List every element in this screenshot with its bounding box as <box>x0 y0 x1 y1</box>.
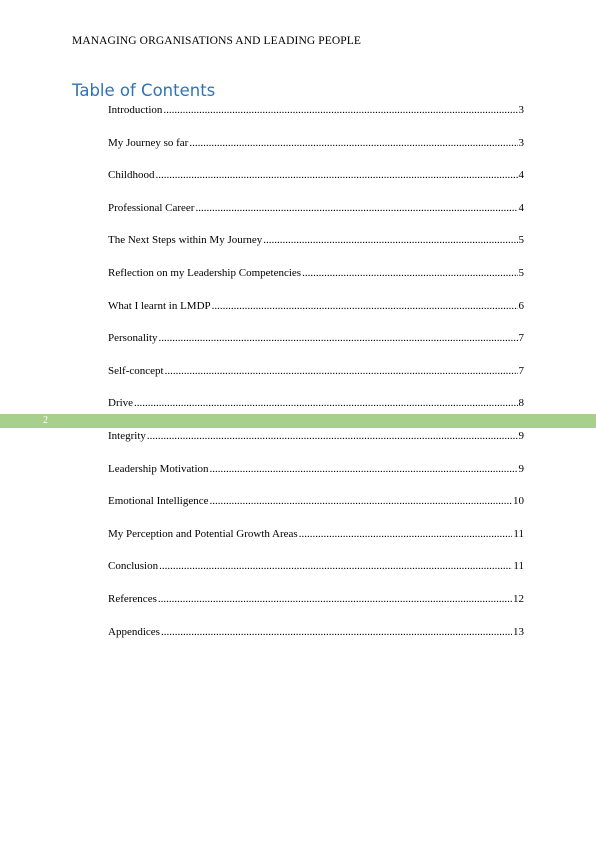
dot-leader <box>189 137 517 149</box>
toc-entry-page: 3 <box>518 104 524 116</box>
toc-entry-page: 8 <box>518 397 524 410</box>
dot-leader <box>161 626 512 638</box>
toc-entry-page: 9 <box>518 462 524 475</box>
toc-entry-professional-career[interactable] <box>108 202 524 235</box>
toc-entry-childhood[interactable] <box>108 169 524 202</box>
toc-entry-next-steps[interactable] <box>108 234 524 267</box>
dot-leader <box>210 463 518 475</box>
toc-entry-page: 12 <box>513 592 524 605</box>
toc-entry-title: References <box>108 592 157 605</box>
toc-entry-emotional-intelligence[interactable] <box>108 495 524 528</box>
dot-leader <box>302 267 517 279</box>
toc-entry-page: 3 <box>518 136 524 149</box>
toc-entry-reflection[interactable] <box>108 267 524 300</box>
toc-entry-title: Introduction <box>108 104 163 116</box>
toc-entry-appendices[interactable] <box>108 626 524 659</box>
dot-leader <box>163 104 517 116</box>
toc-entry-title: Conclusion <box>108 560 159 573</box>
page-number: 2 <box>43 415 48 426</box>
toc-entry-title: Childhood <box>108 169 155 182</box>
toc-entry-title: Professional Career <box>108 201 195 214</box>
toc-entry-what-i-learnt[interactable] <box>108 300 524 333</box>
dot-leader <box>159 332 518 344</box>
dot-leader <box>147 430 518 442</box>
dot-leader <box>158 593 512 605</box>
toc-entry-perception-growth[interactable] <box>108 528 524 561</box>
dot-leader <box>212 300 518 312</box>
toc-entry-page: 5 <box>518 234 524 247</box>
running-header: MANAGING ORGANISATIONS AND LEADING PEOPLE <box>72 35 362 47</box>
dot-leader <box>134 397 517 409</box>
toc-entry-title: Appendices <box>108 625 160 638</box>
toc-entry-page: 4 <box>518 201 524 214</box>
toc-entry-title: Self-concept <box>108 364 164 377</box>
toc-entry-references[interactable] <box>108 593 524 626</box>
toc-entry-title: The Next Steps within My Journey <box>108 234 263 247</box>
toc-entry-conclusion[interactable] <box>108 560 524 593</box>
dot-leader <box>195 202 517 214</box>
toc-entry-integrity[interactable] <box>108 430 524 463</box>
toc-entry-title: My Perception and Potential Growth Areas <box>108 527 298 540</box>
page-number-band <box>0 414 596 428</box>
toc-heading: Table of Contents <box>72 81 216 100</box>
toc-entry-page: 7 <box>518 364 524 377</box>
toc-entry-page: 11 <box>513 527 524 540</box>
toc-entry-page: 9 <box>518 429 524 442</box>
dot-leader <box>165 365 518 377</box>
toc-entry-page: 13 <box>513 625 524 638</box>
dot-leader <box>210 495 513 507</box>
toc-entry-title: Personality <box>108 332 158 345</box>
toc-entry-page: 6 <box>518 299 524 312</box>
toc-entry-introduction[interactable] <box>108 104 524 137</box>
toc-entry-title: Integrity <box>108 429 146 442</box>
dot-leader <box>263 234 517 246</box>
dot-leader <box>159 560 512 572</box>
toc-entry-title: Reflection on my Leadership Competencies <box>108 266 302 279</box>
toc-list <box>108 104 524 658</box>
dot-leader <box>299 528 513 540</box>
toc-entry-page: 7 <box>518 332 524 345</box>
toc-entry-personality[interactable] <box>108 332 524 365</box>
toc-entry-my-journey[interactable] <box>108 137 524 170</box>
toc-entry-title: Leadership Motivation <box>108 462 209 475</box>
toc-entry-page: 5 <box>518 266 524 279</box>
toc-entry-title: Emotional Intelligence <box>108 495 209 508</box>
toc-entry-title: My Journey so far <box>108 136 189 149</box>
toc-entry-page: 4 <box>518 169 524 182</box>
toc-entry-title: What I learnt in LMDP <box>108 299 211 312</box>
dot-leader <box>155 169 517 181</box>
toc-entry-title: Drive <box>108 397 134 410</box>
toc-entry-page: 11 <box>513 560 524 573</box>
toc-entry-self-concept[interactable] <box>108 365 524 398</box>
toc-entry-leadership-motivation[interactable] <box>108 463 524 496</box>
toc-entry-page: 10 <box>513 495 524 508</box>
